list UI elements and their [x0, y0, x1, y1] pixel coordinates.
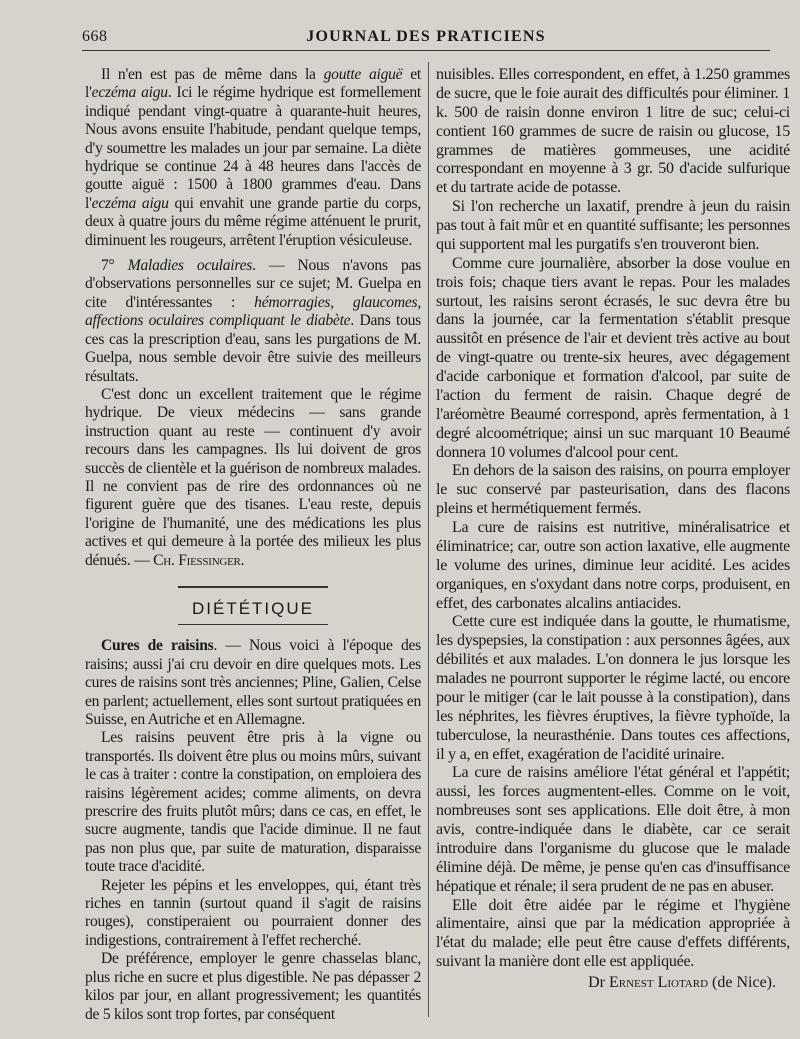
left-column	[85, 66, 421, 1024]
paragraph-indications: Cette cure est indiquée dans la goutte, le rhumatisme, les dyspepsies, la constipation : aux personnes âgées, aux débilités et aux malades. L'on donnera le jus lorsque les malades ne pourront supporter le régime lacté, ou encore pour le mitiger (car le lait pousse à la constipation), dans les néphrites, les fièvres éruptives, la fièvre typhoïde, la tuberculose, la neurasthénie. Dans toutes ces affections, il y a, en effet, exagération de l'acidité urinaire.	[436, 613, 790, 763]
signature-name: Ernest Liotard	[608, 974, 709, 991]
paragraph-contre-indications: La cure de raisins améliore l'état général et l'appétit; aussi, les forces augmentent-elles. Comme on le voit, nombreuses sont ses applications. Elle doit être, à mon avis, contre-indiquée dans le diabète, car ce serait introduire dans l'organisme du glucose que le malade élimine déjà. De même, je pense qu'en cas d'insuffisance hépatique et rénale; il sera prudent de ne pas en abuser.	[436, 764, 790, 895]
paragraph-regime: Elle doit être aidée par le régime et l'hygiène alimentaire, ainsi que par la médication appropriée à l'état du malade; elle peut être cause d'effets différents, suivant la manière dont elle est appliquée.	[436, 896, 790, 971]
section-rule	[178, 586, 328, 588]
paragraph-laxatif: Si l'on recherche un laxatif, prendre à jeun du raisin pas tout à fait mûr et en quantité suffisante; les personnes qui supportent mal les purgatifs s'en trouveront bien.	[436, 198, 790, 253]
paragraph-sucre: nuisibles. Elles correspondent, en effet, à 1.250 grammes de sucre, que le foie aurait des difficultés pour éliminer. 1 k. 500 de raisin donne environ 1 litre de suc; celui-ci contient 160 grammes de sucre de raisin ou glucose, 15 grammes de matières gommeuses, une acidité correspondant en moyenne à 3 gr. 50 d'acide sulfurique et du tartrate acide de potasse.	[436, 66, 790, 197]
paragraph-chasselas: De préférence, employer le genre chasselas blanc, plus riche en sucre et plus digestible. Ne pas dépasser 2 kilos par jour, en allant progressivement; les quantités de 5 kilos sont trop fortes, par conséquent	[85, 950, 421, 1023]
page-header	[82, 26, 770, 51]
right-column	[436, 66, 790, 993]
signature: Dr Ernest Liotard (de Nice).	[588, 974, 776, 991]
section-heading	[85, 586, 421, 625]
section-title: DIÉTÉTIQUE	[191, 598, 314, 618]
author-name: Ch. Fiessinger	[153, 551, 241, 569]
journal-title: JOURNAL DES PRATICIENS	[306, 28, 546, 45]
paragraph-raisins-maturite: Les raisins peuvent être pris à la vigne ou transportés. Ils doivent être plus ou moins mûrs, suivant le cas à traiter : contre la constipation, on emploiera des raisins légèrement acides; comme aliments, on devra prescrire des fruits plutôt mûrs; dans ce cas, en effet, le sucre augmente, tandis que l'acide diminue. Il ne faut pas non plus que, par suite de maturation, disparaisse toute trace d'acidité.	[85, 729, 421, 876]
paragraph-pepins: Rejeter les pépins et les enveloppes, qui, étant très riches en tannin (surtout quand il s'agit de raisins rouges), constiperaient ou pourraient donner des indigestions, contrairement à l'effet recherché.	[85, 876, 421, 949]
paragraph-conclusion: C'est donc un excellent traitement que le régime hydrique. De vieux médecins — sans grande instruction quant au reste — continuent d'y avoir recours dans les campagnes. Ils lui doivent de gros succès de clientèle et la guérison de nombreux malades. Il ne convient pas de rire des ordonnances où ne figurent guère que des tisanes. L'eau reste, depuis l'origine de l'humanité, une des médications les plus actives et qui demeure à la portée des milieux les plus dénués. — Ch. Fiessinger.	[85, 385, 421, 569]
page-number: 668	[82, 28, 108, 45]
paragraph-nutritive: La cure de raisins est nutritive, minéralisatrice et éliminatrice; car, outre son action laxative, elle augmente le volume des urines, diminue leur acidité. Les acides organiques, en s'oxydant dans notre corps, produisent, en effet, des carbonates alcalins antiacides.	[436, 519, 790, 612]
paragraph-maladies-oculaires: 7° Maladies oculaires. — Nous n'avons pas d'observations personnelles sur ce sujet; M. Guelpa en cite d'intéressantes : hémorragies, glaucomes, affections oculaires compliquant le diabète. Dans tous ces cas la prescription d'eau, sans les purgations de M. Guelpa, nous semble devoir être suivie des meilleurs résultats.	[85, 257, 421, 385]
paragraph-cures-de-raisins: Cures de raisins. — Nous voici à l'époque des raisins; aussi j'ai cru devoir en dire quelques mots. Les cures de raisins sont très anciennes; Pline, Galien, Celse en parlent; actuellement, elles sont surtout pratiquées en Suisse, en Autriche et en Allemagne.	[85, 637, 421, 728]
paragraph-pasteurisation: En dehors de la saison des raisins, on pourra employer le suc conservé par pasteurisation, dans des flacons pleins et hermétiquement fermés.	[436, 462, 790, 518]
paragraph-eczema: Il n'en est pas de même dans la goutte aiguë et l'eczéma aigu. Ici le régime hydrique est formellement indiqué pendant vingt-quatre à quarante-huit heures, Nous avons ensuite l'habitude, pendant quelque temps, d'y soumettre les malades un jour par semaine. La diète hydrique se continue 24 à 48 heures dans l'accès de goutte aiguë : 1500 à 1800 grammes d'eau. Dans l'eczéma aigu qui envahit une grande partie du corps, deux à quatre jours du même régime atténuent le prurit, diminuent les rougeurs, arrêtent l'éruption vésiculeuse.	[85, 66, 421, 249]
paragraph-cure-journaliere: Comme cure journalière, absorber la dose voulue en trois fois; chaque tiers avant le repas. Pour les malades surtout, les raisins seront écrasés, le suc devra être bu dans la journée, car la fermentation s'établit presque aussitôt en présence de l'air et devient très active au bout de vingt-quatre ou trente-six heures, avec dégagement d'acide carbonique et formation d'alcool, par suite de l'action du ferment de raisin. Chaque degré de l'aréomètre Beaumé correspond, après fermentation, à 1 degré alcoométrique; ainsi un suc marquant 10 Beaumé donnera 10 volumes d'alcool pour cent.	[436, 254, 790, 461]
column-divider	[428, 62, 429, 1017]
